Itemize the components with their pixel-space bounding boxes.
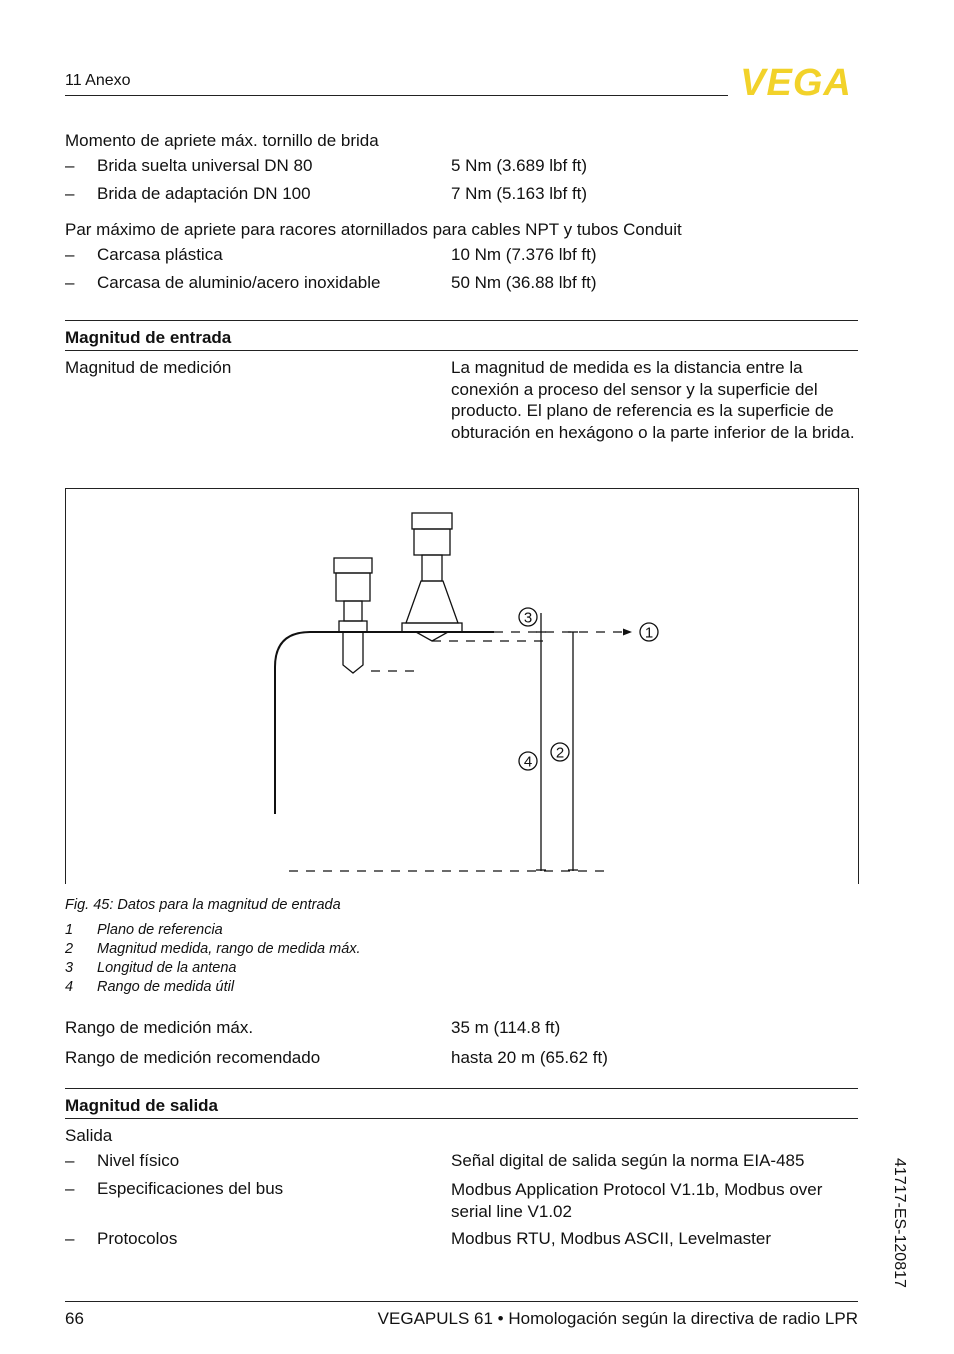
section-rule (65, 350, 858, 351)
legend-number: 4 (65, 979, 74, 995)
footer-rule (65, 1301, 858, 1302)
spec-value: Modbus Application Protocol V1.1b, Modbus over serial line V1.02 (451, 1180, 823, 1221)
legend-number: 1 (65, 922, 74, 938)
spec-label: Especificaciones del bus (97, 1179, 284, 1198)
callout-1: 1 (644, 624, 654, 642)
spec-value: 35 m (114.8 ft) (451, 1018, 561, 1037)
spec-value: 5 Nm (3.689 lbf ft) (451, 156, 588, 175)
callout-2: 2 (555, 744, 565, 762)
reference-arrow (623, 629, 632, 636)
spec-value: Señal digital de salida según la norma EIA-485 (451, 1151, 805, 1170)
legend-text: Rango de medida útil (97, 979, 235, 995)
legend-text: Plano de referencia (97, 922, 223, 938)
vega-logo-graphic (734, 64, 858, 98)
spec-label: Brida suelta universal DN 80 (97, 156, 313, 175)
horn-lens (416, 632, 448, 641)
svg-text:VEGA: VEGA (740, 64, 852, 98)
section-heading-input: Magnitud de entrada (65, 328, 232, 347)
header-rule (65, 95, 728, 96)
list-dash: – (65, 273, 75, 292)
list-dash: – (65, 156, 75, 175)
callout-3: 3 (523, 609, 533, 627)
horn-sensor-neck (422, 555, 442, 581)
list-dash: – (65, 184, 75, 203)
small-sensor-hex (339, 621, 367, 632)
document-code: 41717-ES-120817 (891, 1158, 908, 1288)
spec-description: La magnitud de medida es la distancia entre la conexión a proceso del sensor y la superficie del producto. El plano de referencia es la superficie de obturación en hexágono o la parte inferior de la brida. (451, 358, 855, 443)
section-rule (65, 1088, 858, 1089)
small-sensor-housing (336, 573, 370, 601)
spec-value: hasta 20 m (65.62 ft) (451, 1048, 608, 1067)
spec-label: Brida de adaptación DN 100 (97, 184, 311, 203)
footer-title: VEGAPULS 61 • Homologación según la directiva de radio LPR (377, 1309, 858, 1328)
torque-gland-title: Par máximo de apriete para racores atornillados para cables NPT y tubos Conduit (65, 220, 682, 239)
spec-label: Carcasa de aluminio/acero inoxidable (97, 273, 381, 292)
legend-number: 3 (65, 960, 74, 976)
list-dash: – (65, 1179, 75, 1198)
legend-text: Longitud de la antena (97, 960, 237, 976)
list-dash: – (65, 1229, 75, 1248)
spec-label: Protocolos (97, 1229, 178, 1248)
small-sensor-antenna (343, 632, 363, 673)
horn-sensor-lid (412, 513, 452, 529)
list-dash: – (65, 245, 75, 264)
spec-value: Modbus RTU, Modbus ASCII, Levelmaster (451, 1229, 771, 1248)
torque-flange-title: Momento de apriete máx. tornillo de brida (65, 131, 379, 150)
spec-label: Magnitud de medición (65, 358, 232, 377)
spec-label: Nivel físico (97, 1151, 180, 1170)
horn-flange (402, 623, 462, 632)
small-sensor-neck (344, 601, 362, 621)
measurement-diagram (66, 489, 858, 884)
legend-text: Magnitud medida, rango de medida máx. (97, 941, 361, 957)
callout-4: 4 (523, 753, 533, 771)
figure-caption: Fig. 45: Datos para la magnitud de entrada (65, 897, 341, 913)
spec-value: 10 Nm (7.376 lbf ft) (451, 245, 597, 264)
output-title: Salida (65, 1126, 113, 1145)
spec-value: 50 Nm (36.88 lbf ft) (451, 273, 597, 292)
vessel-wall (275, 632, 494, 814)
section-rule (65, 1118, 858, 1119)
vega-logo (734, 64, 858, 103)
spec-label: Rango de medición máx. (65, 1018, 254, 1037)
horn-antenna (406, 581, 458, 623)
spec-label: Rango de medición recomendado (65, 1048, 321, 1067)
legend-number: 2 (65, 941, 74, 957)
section-rule (65, 320, 858, 321)
running-header: 11 Anexo (65, 72, 131, 89)
page-number: 66 (65, 1309, 84, 1328)
spec-label: Carcasa plástica (97, 245, 223, 264)
list-dash: – (65, 1151, 75, 1170)
small-sensor-lid (334, 558, 372, 573)
spec-value: 7 Nm (5.163 lbf ft) (451, 184, 588, 203)
section-heading-output: Magnitud de salida (65, 1096, 219, 1115)
horn-sensor-housing (414, 529, 450, 555)
figure-frame (65, 488, 859, 884)
